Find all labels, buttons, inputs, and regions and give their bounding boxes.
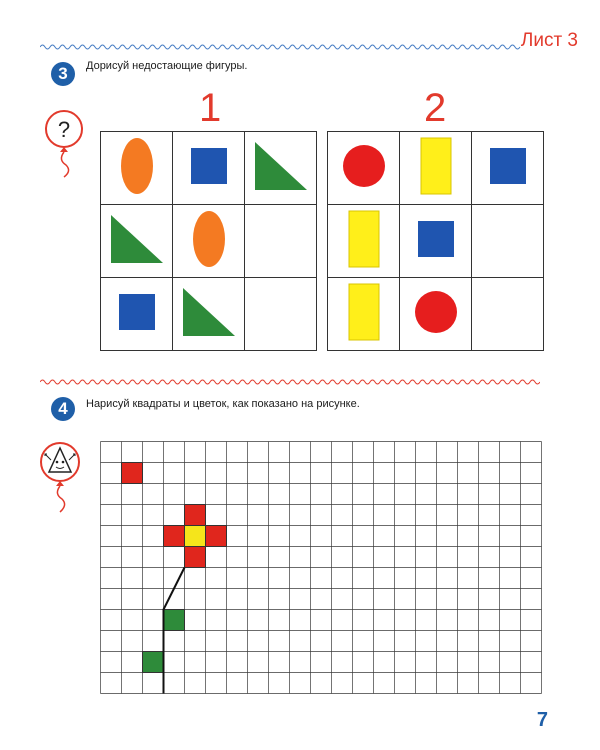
puzzle2-empty-cell[interactable]	[472, 278, 544, 351]
blue-square-icon	[488, 146, 528, 186]
section-wavy-divider	[40, 377, 540, 387]
puzzle1-cell	[101, 278, 173, 351]
puzzle1-grid	[100, 131, 317, 351]
page-number: 7	[536, 709, 548, 731]
puzzle1-cell	[173, 132, 245, 205]
hint-symbol: ?	[57, 117, 71, 142]
yellow-rectangle-icon	[347, 209, 381, 269]
red-circle-icon	[413, 289, 459, 335]
question-balloon-icon	[42, 105, 92, 180]
yellow-rectangle-icon	[347, 282, 381, 342]
puzzle2-empty-cell[interactable]	[472, 205, 544, 278]
task3-number-badge: 3	[51, 62, 75, 86]
puzzle1-cell	[101, 132, 173, 205]
puzzle2-cell	[328, 205, 400, 278]
filled-grid-cell	[143, 652, 164, 673]
puzzle1-label: 1	[199, 86, 222, 130]
puzzle2-cell	[400, 132, 472, 205]
filled-grid-cell	[122, 463, 143, 484]
puzzle2-grid	[327, 131, 544, 351]
task4-instruction: Нарисуй квадраты и цветок, как показано на рисунке.	[86, 398, 360, 410]
puzzle1-cell	[245, 132, 317, 205]
puzzle1-empty-cell[interactable]	[245, 205, 317, 278]
filled-grid-cell	[185, 547, 206, 568]
filled-grid-cell	[164, 526, 185, 547]
puzzle2-cell	[400, 278, 472, 351]
drawing-grid[interactable]	[100, 441, 542, 694]
puzzle1-cell	[101, 205, 173, 278]
puzzle1-empty-cell[interactable]	[245, 278, 317, 351]
puzzle2-label: 2	[424, 86, 447, 130]
filled-grid-cell	[185, 526, 206, 547]
puzzle1-cell	[173, 278, 245, 351]
blue-square-icon	[416, 219, 456, 259]
header-wavy-divider	[40, 42, 540, 52]
orange-ellipse-icon	[189, 209, 229, 269]
orange-ellipse-icon	[117, 136, 157, 196]
task3-instruction: Дорисуй недостающие фигуры.	[86, 60, 248, 72]
task4-number-badge: 4	[51, 397, 75, 421]
green-triangle-icon	[181, 286, 237, 338]
puzzle2-cell	[328, 278, 400, 351]
filled-grid-cell	[164, 610, 185, 631]
sheet-title: Лист 3	[520, 30, 578, 51]
yellow-rectangle-icon	[419, 136, 453, 196]
filled-grid-cell	[206, 526, 227, 547]
triangle-character-balloon-icon	[36, 440, 86, 515]
puzzle2-cell	[328, 132, 400, 205]
puzzle2-cell	[400, 205, 472, 278]
puzzle2-cell	[472, 132, 544, 205]
puzzle1-cell	[173, 205, 245, 278]
blue-square-icon	[189, 146, 229, 186]
filled-grid-cell	[185, 505, 206, 526]
blue-square-icon	[117, 292, 157, 332]
green-triangle-icon	[109, 213, 165, 265]
green-triangle-icon	[253, 140, 309, 192]
red-circle-icon	[341, 143, 387, 189]
